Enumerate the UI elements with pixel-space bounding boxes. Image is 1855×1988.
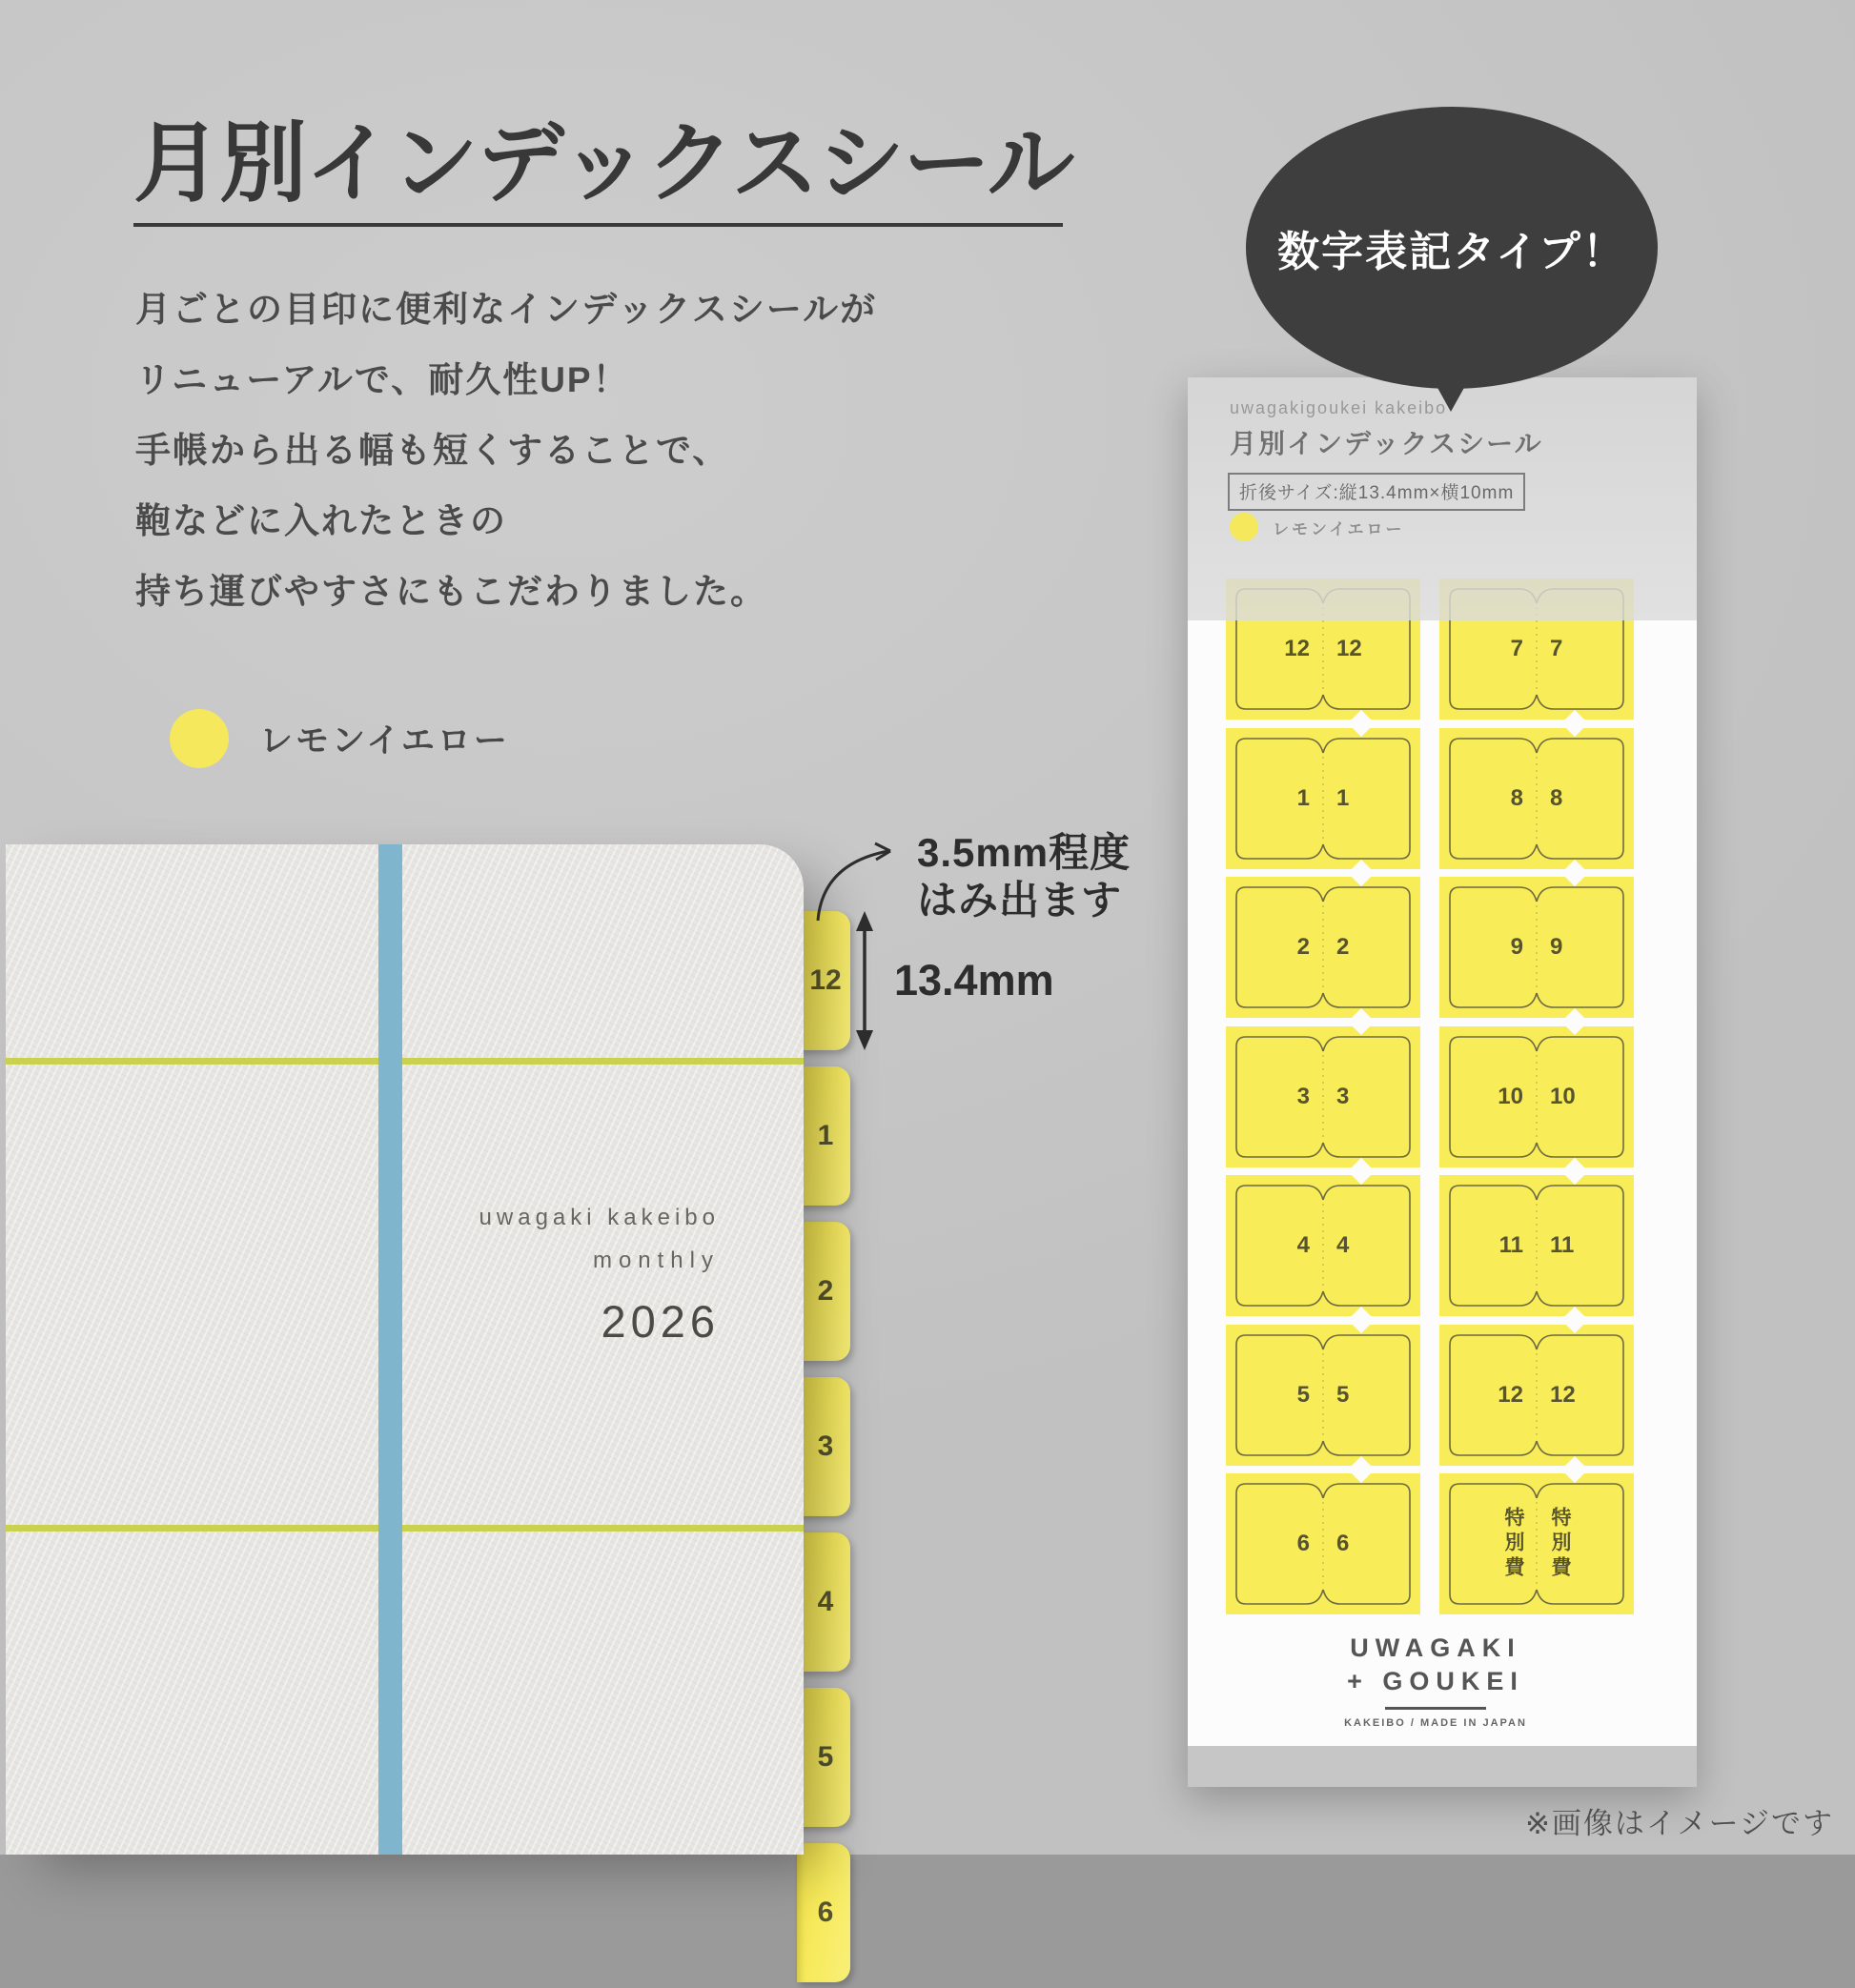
protrusion-note-line: 3.5mm程度 xyxy=(917,830,1131,875)
lemon-yellow-dot-icon xyxy=(170,709,229,768)
sticker-label: 特別費 xyxy=(1502,1507,1524,1581)
lemon-yellow-dot-icon xyxy=(1230,513,1258,541)
sticker-label: 2 xyxy=(1296,934,1310,960)
sticker-label: 8 xyxy=(1550,784,1563,811)
color-legend xyxy=(170,709,510,768)
package-color-label: レモンイエロー xyxy=(1273,519,1405,538)
sticker-label: 8 xyxy=(1510,784,1523,811)
sticker-label: 1 xyxy=(1296,784,1310,811)
description-line: 鞄などに入れたときの xyxy=(135,501,507,540)
sticker-2-left-col xyxy=(1226,877,1420,1018)
page-title: 月別インデックスシール xyxy=(133,115,1073,213)
protrusion-note xyxy=(917,829,1131,924)
package-brand: uwagakigoukei kakeibo xyxy=(1230,398,1448,417)
sticker-label: 特別費 xyxy=(1549,1507,1571,1581)
brand-logo xyxy=(1293,1633,1579,1729)
cover-blue-stripe xyxy=(378,844,402,1855)
protrusion-note-line: はみ出ます xyxy=(917,878,1123,923)
cover-year: 2026 xyxy=(601,1296,720,1347)
sticker-label: 9 xyxy=(1510,934,1523,960)
logo-line1: UWAGAKI xyxy=(1350,1633,1521,1662)
sticker-label: 11 xyxy=(1550,1232,1575,1258)
cover-green-line xyxy=(6,1058,804,1065)
description-line: 持ち運びやすさにもこだわりました。 xyxy=(135,572,767,611)
tab-label: 2 xyxy=(817,1275,834,1307)
sticker-6-left-col xyxy=(1226,1473,1420,1614)
sticker-label: 5 xyxy=(1336,1381,1350,1408)
package-header xyxy=(1188,377,1697,620)
description-line: 手帳から出る幅も短くすることで、 xyxy=(135,431,730,470)
image-disclaimer: ※画像はイメージです xyxy=(1524,1807,1834,1840)
logo-line2: + GOUKEI xyxy=(1347,1667,1524,1695)
sticker-label: 9 xyxy=(1550,934,1563,960)
notebook-cover xyxy=(6,844,804,1855)
cover-brand: uwagaki kakeibo xyxy=(479,1205,720,1230)
sticker-特別費-right-col xyxy=(1439,1473,1634,1614)
sticker-label: 12 xyxy=(1336,636,1362,661)
sticker-5-left-col xyxy=(1226,1325,1420,1466)
sticker-label: 1 xyxy=(1336,784,1350,811)
tab-label: 3 xyxy=(817,1430,834,1462)
package-color-legend xyxy=(1230,513,1404,541)
product-description xyxy=(135,274,877,627)
sticker-label: 11 xyxy=(1498,1232,1523,1258)
sticker-10-right-col xyxy=(1439,1026,1634,1167)
description-line: リニューアルで、耐久性UP！ xyxy=(135,360,630,399)
tab-label: 5 xyxy=(817,1741,834,1773)
tab-label: 1 xyxy=(817,1120,834,1151)
notebook-tab-2 xyxy=(797,1222,850,1361)
sticker-label: 6 xyxy=(1296,1531,1310,1556)
sticker-8-right-col xyxy=(1439,728,1634,869)
sticker-grid xyxy=(1226,578,1634,1770)
color-legend-label: レモンイエロー xyxy=(259,722,510,760)
sticker-3-left-col xyxy=(1226,1026,1420,1167)
sticker-12-right-col xyxy=(1439,1325,1634,1466)
sticker-label: 12 xyxy=(1284,636,1310,661)
notebook-tab-5 xyxy=(797,1688,850,1827)
cover-green-line xyxy=(6,1525,804,1532)
package-size-note: 折後サイズ:縦13.4mm×横10mm xyxy=(1228,473,1525,511)
speech-bubble-text: 数字表記タイプ！ xyxy=(1277,229,1626,275)
sticker-label: 2 xyxy=(1336,934,1350,960)
sticker-label: 3 xyxy=(1336,1083,1350,1109)
sticker-label: 5 xyxy=(1296,1381,1310,1408)
tab-label: 4 xyxy=(817,1586,834,1617)
package-title: 月別インデックスシール xyxy=(1230,429,1543,458)
sticker-9-right-col xyxy=(1439,877,1634,1018)
notebook-tab-4 xyxy=(797,1532,850,1672)
sticker-package xyxy=(1188,377,1697,1787)
sticker-label: 4 xyxy=(1296,1232,1310,1258)
sticker-label: 6 xyxy=(1336,1531,1350,1556)
tab-label: 12 xyxy=(809,964,842,996)
sticker-label: 7 xyxy=(1550,636,1563,661)
sticker-4-left-col xyxy=(1226,1175,1420,1316)
title-underline xyxy=(133,223,1063,227)
notebook-tab-6 xyxy=(797,1843,850,1982)
tab-height-label: 13.4mm xyxy=(894,956,1054,1004)
package-bottom-band xyxy=(1188,1746,1697,1787)
logo-divider xyxy=(1385,1707,1486,1710)
sticker-label: 10 xyxy=(1550,1083,1576,1109)
notebook-tab-1 xyxy=(797,1066,850,1206)
sticker-label: 10 xyxy=(1498,1083,1523,1109)
logo-subtext: KAKEIBO / MADE IN JAPAN xyxy=(1344,1717,1527,1729)
description-line: 月ごとの目印に便利なインデックスシールが xyxy=(135,290,878,329)
sticker-label: 12 xyxy=(1498,1381,1523,1408)
tab-label: 6 xyxy=(817,1897,834,1928)
sticker-label: 3 xyxy=(1296,1083,1310,1109)
sticker-11-right-col xyxy=(1439,1175,1634,1316)
speech-bubble xyxy=(1246,107,1658,389)
sticker-label: 7 xyxy=(1510,636,1523,661)
notebook-tab-3 xyxy=(797,1377,850,1516)
sticker-1-left-col xyxy=(1226,728,1420,869)
notebook-cover-text xyxy=(479,1205,720,1348)
cover-subtitle: monthly xyxy=(592,1248,720,1273)
sticker-label: 4 xyxy=(1336,1232,1350,1258)
sticker-label: 12 xyxy=(1550,1381,1576,1408)
